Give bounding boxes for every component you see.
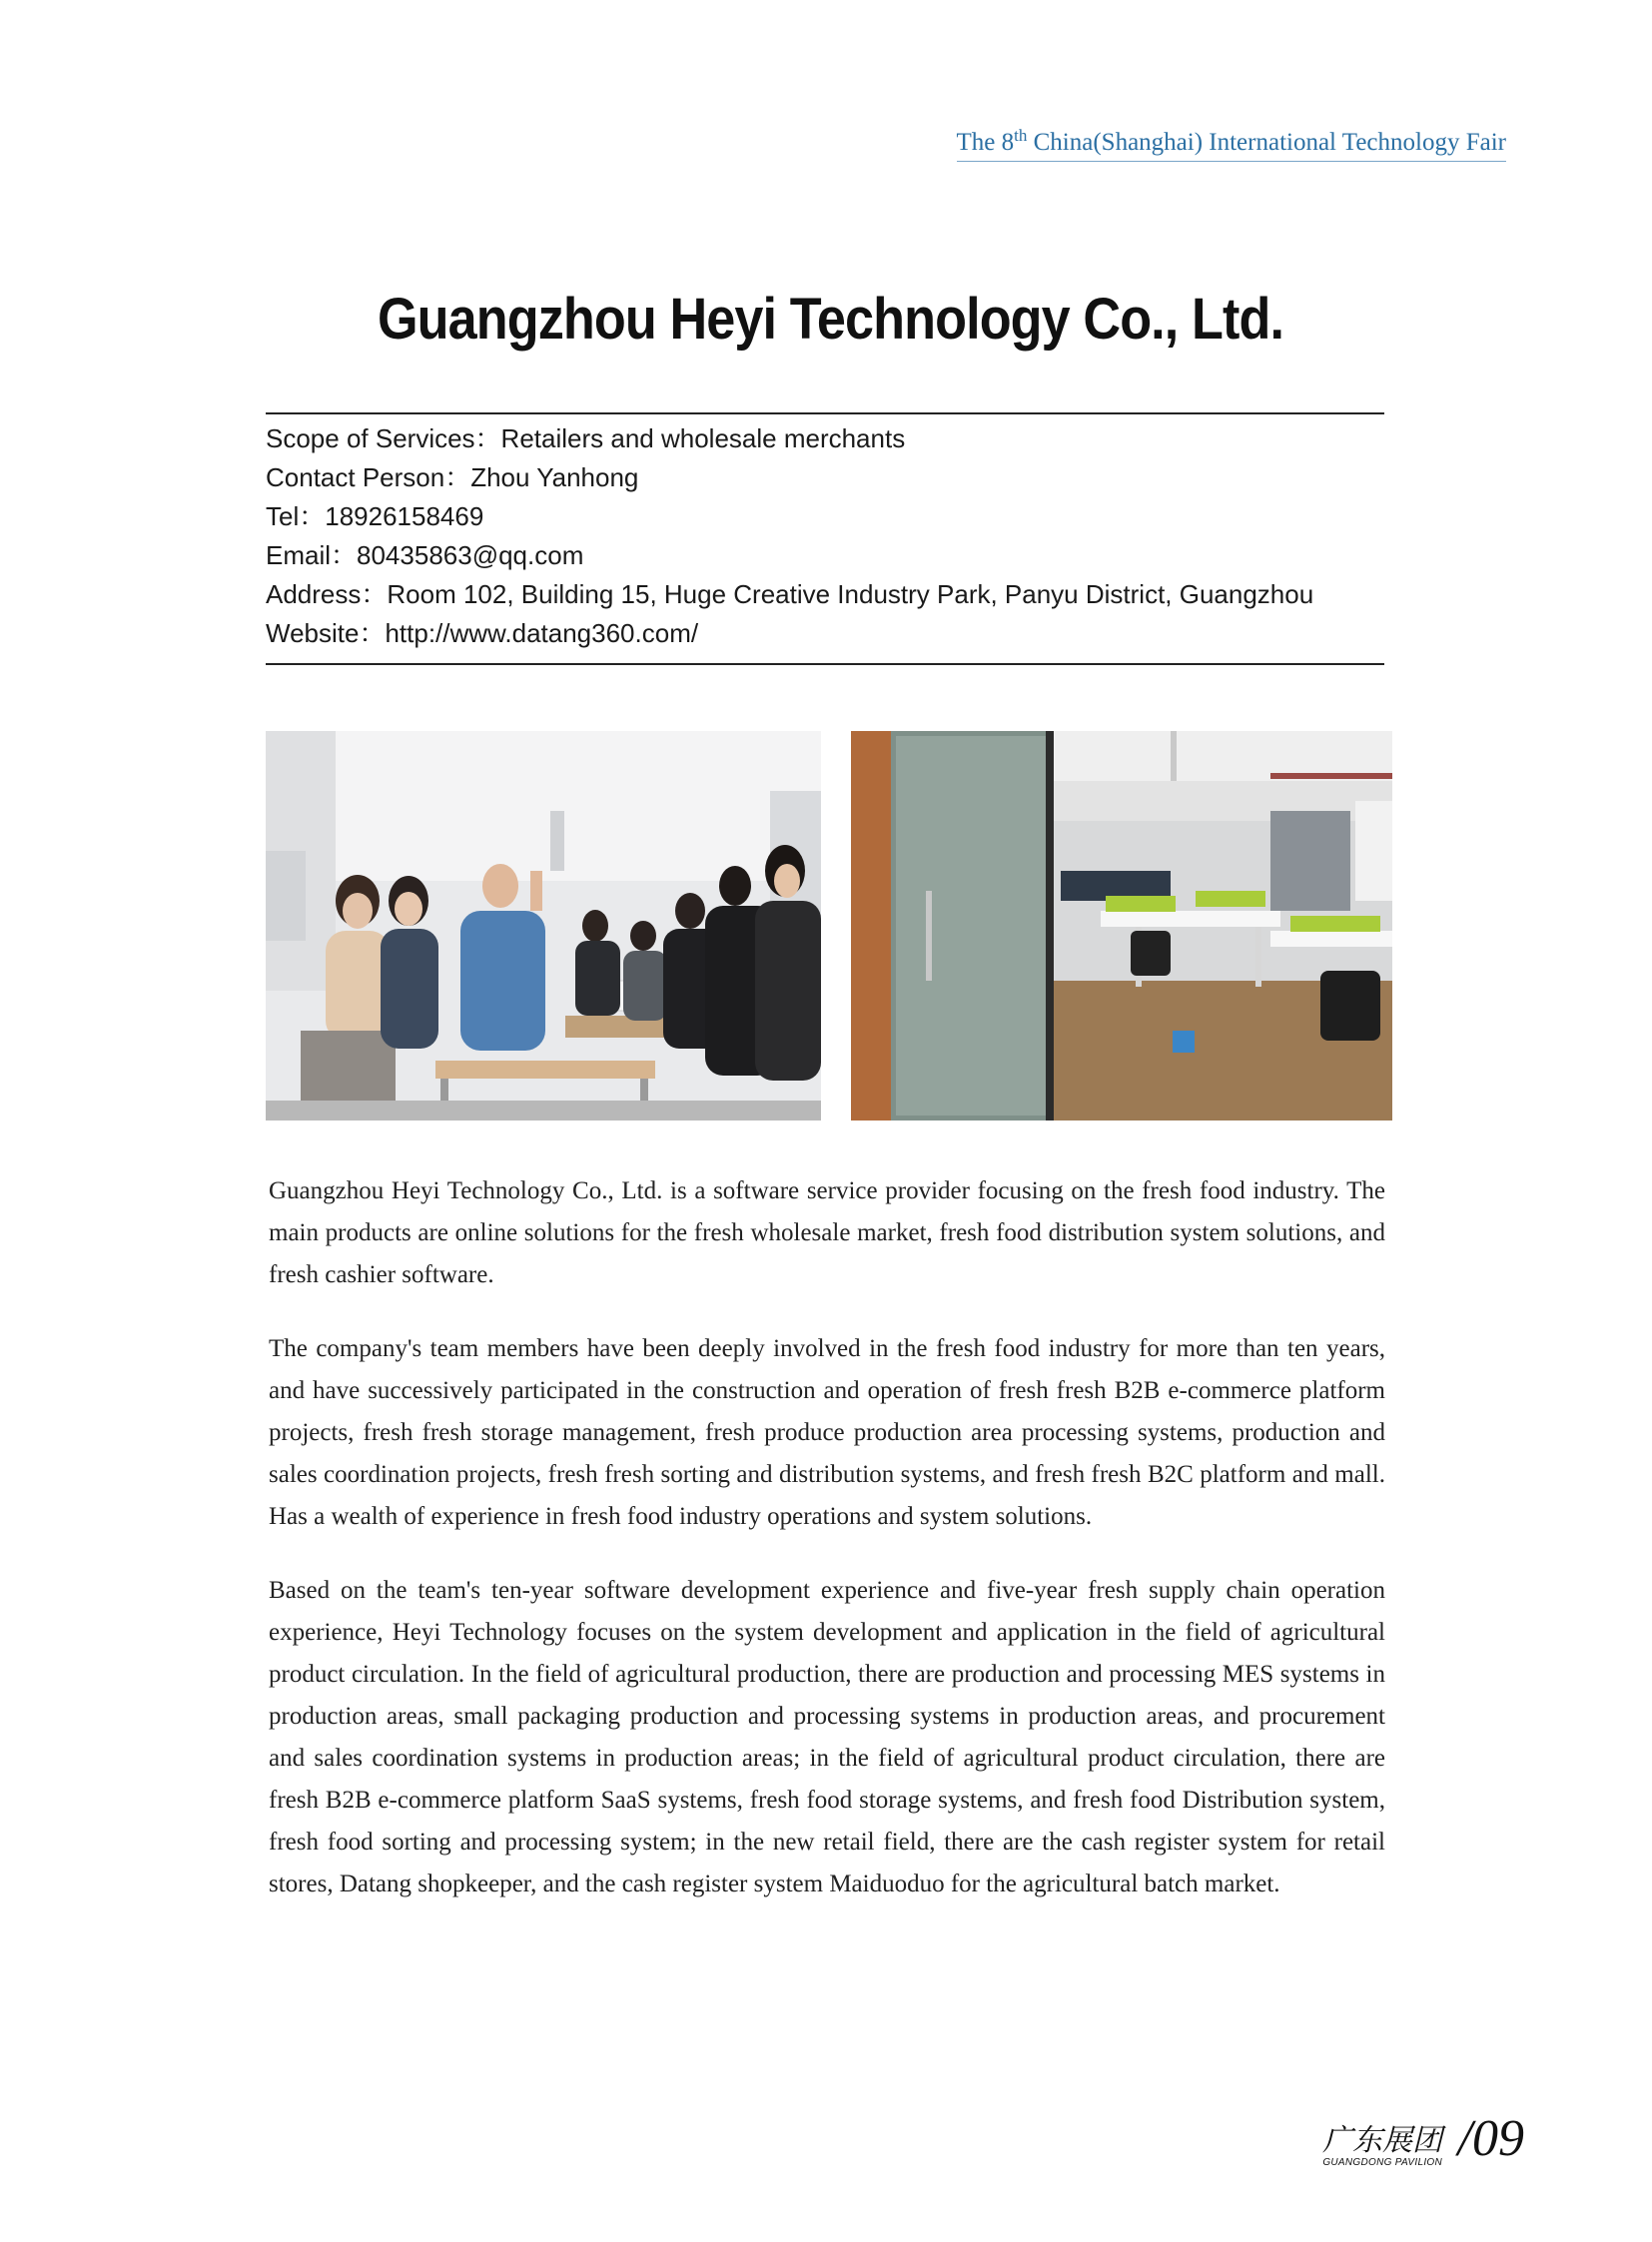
- info-address: Address：Room 102, Building 15, Huge Creative Industry Park, Panyu District, Guangzhou: [266, 579, 1314, 609]
- fair-header-prefix: The 8: [956, 129, 1015, 156]
- info-tel: Tel：18926158469: [266, 501, 484, 531]
- info-contact: Contact Person：Zhou Yanhong: [266, 462, 639, 492]
- team-photo-illustration: [266, 731, 821, 1121]
- info-scope: Scope of Services：Retailers and wholesale merchants: [266, 423, 906, 453]
- fair-header: [957, 126, 1506, 162]
- company-info: [266, 419, 1384, 653]
- description-paragraph-1: Guangzhou Heyi Technology Co., Ltd. is a software service provider focusing on the fresh food industry. The main products are online solutions for the fresh wholesale market, fresh food distribution system solutions, and fresh cashier software.: [269, 1177, 1385, 1288]
- office-photo: [851, 731, 1392, 1121]
- company-title: Guangzhou Heyi Technology Co., Ltd.: [377, 287, 1284, 352]
- company-description: [269, 1170, 1385, 1937]
- info-bottom-rule: [266, 663, 1384, 665]
- office-photo-illustration: [851, 731, 1392, 1121]
- page-number: /09: [1457, 2110, 1524, 2167]
- page-footer: [1264, 2109, 1524, 2189]
- pavilion-name-en: GUANGDONG PAVILION: [1322, 2157, 1442, 2168]
- info-top-rule: [266, 412, 1384, 414]
- fair-header-suffix: China(Shanghai) International Technology Fair: [1027, 129, 1506, 156]
- info-website: Website：http://www.datang360.com/: [266, 618, 699, 648]
- team-photo: [266, 731, 821, 1121]
- description-paragraph-2: The company's team members have been deeply involved in the fresh food industry for more than ten years, and have successively participated in the construction and operation of fresh fresh B2B e-commerce platform projects, fresh fresh storage management, fresh produce production area processing systems, production and sales coordination projects, fresh fresh sorting and distribution systems, and fresh fresh B2C platform and mall. Has a wealth of experience in fresh food industry operations and system solutions.: [269, 1335, 1385, 1530]
- description-paragraph-3: Based on the team's ten-year software development experience and five-year fresh supply chain operation experience, Heyi Technology focuses on the system development and application in the field of agricultural product circulation. In the field of agricultural production, there are production and processing MES systems in production areas, small packaging production and processing systems in production areas, and procurement and sales coordination systems in production areas; in the field of agricultural product circulation, there are fresh B2B e-commerce platform SaaS systems, fresh food storage systems, and fresh food Distribution system, fresh food sorting and processing system; in the new retail field, there are the cash register system for retail stores, Datang shopkeeper, and the cash register system Maiduoduo for the agricultural batch market.: [269, 1577, 1385, 1897]
- fair-header-ordinal: th: [1014, 126, 1028, 145]
- pavilion-name-cn: 广东展团: [1322, 2123, 1442, 2158]
- info-email: Email：80435863@qq.com: [266, 540, 584, 570]
